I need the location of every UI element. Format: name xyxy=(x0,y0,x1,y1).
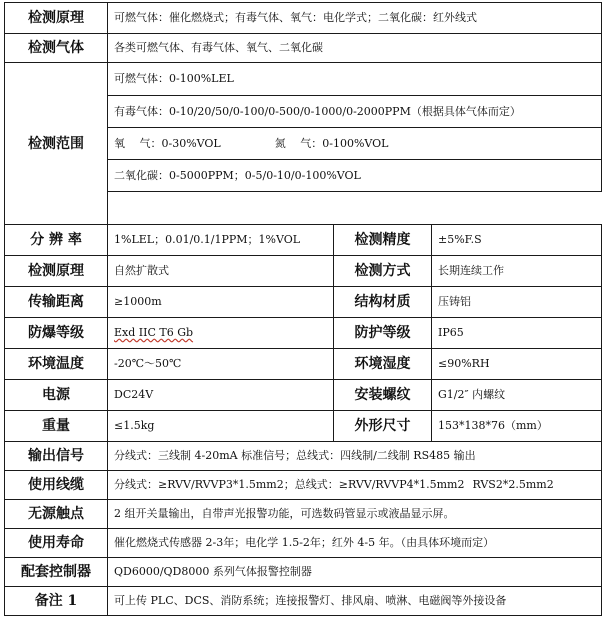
value-principle: 可燃气体：催化燃烧式；有毒气体、氧气：电化学式；二氧化碳：红外线式 xyxy=(108,3,602,34)
value-contact: 2 组开关量输出，自带声光报警功能，可选数码管显示或液晶显示屏。 xyxy=(108,500,602,529)
value-remark: 可上传 PLC、DCS、消防系统；连接报警灯、排风扇、喷淋、电磁阀等外接设备 xyxy=(108,587,602,616)
label-explosion-proof: 防爆等级 xyxy=(5,318,108,349)
label-protection: 防护等级 xyxy=(334,318,432,349)
value-thread: G1/2″ 内螺纹 xyxy=(432,380,602,411)
label-accuracy: 检测精度 xyxy=(334,225,432,256)
row-pair3 xyxy=(5,287,602,318)
value-distance: ≥1000m xyxy=(108,287,334,318)
value-explosion-proof xyxy=(108,318,334,349)
row-pair4 xyxy=(5,318,602,349)
value-range-nitrogen: 氮 气：0-100%VOL xyxy=(274,136,389,150)
row-cable xyxy=(5,471,602,500)
label-material: 结构材质 xyxy=(334,287,432,318)
label-distance: 传输距离 xyxy=(5,287,108,318)
label-principle: 检测原理 xyxy=(5,3,108,34)
value-range-toxic: 有毒气体：0-10/20/50/0-100/0-500/0-1000/0-2000PPM（根据具体气体而定） xyxy=(108,96,602,128)
value-range-combustible: 可燃气体：0-100%LEL xyxy=(108,63,602,96)
value-power: DC24V xyxy=(108,380,334,411)
value-material: 压铸铝 xyxy=(432,287,602,318)
explosion-proof-text: Exd IIC T6 Gb xyxy=(114,326,194,339)
row-output xyxy=(5,442,602,471)
row-contact xyxy=(5,500,602,529)
value-cable-1: 分线式：≥RVV/RVVP3*1.5mm2；总线式：≥RVV/RVVP4*1.5mm2 xyxy=(114,478,465,491)
value-controller: QD6000/QD8000 系列气体报警控制器 xyxy=(108,558,602,587)
label-detection-mode: 检测方式 xyxy=(334,256,432,287)
label-thread: 安装螺纹 xyxy=(334,380,432,411)
label-principle-2: 检测原理 xyxy=(5,256,108,287)
label-controller: 配套控制器 xyxy=(5,558,108,587)
label-temperature: 环境温度 xyxy=(5,349,108,380)
row-range xyxy=(5,63,602,96)
label-remark: 备注 1 xyxy=(5,587,108,616)
label-resolution: 分 辨 率 xyxy=(5,225,108,256)
label-power: 电源 xyxy=(5,380,108,411)
value-range-oxygen: 氧 气：0-30%VOL xyxy=(114,136,221,150)
row-pair1 xyxy=(5,225,602,256)
row-principle xyxy=(5,3,602,34)
value-gas: 各类可燃气体、有毒气体、氧气、二氧化碳 xyxy=(108,34,602,63)
row-pair5 xyxy=(5,349,602,380)
value-temperature: -20℃～50℃ xyxy=(108,349,334,380)
label-contact: 无源触点 xyxy=(5,500,108,529)
value-life: 催化燃烧式传感器 2-3年；电化学 1.5-2年；红外 4-5 年。（由具体环境而定） xyxy=(108,529,602,558)
spec-table xyxy=(4,2,602,616)
value-dimensions: 153*138*76（mm） xyxy=(432,411,602,442)
row-pair7 xyxy=(5,411,602,442)
label-weight: 重量 xyxy=(5,411,108,442)
value-accuracy: ±5%F.S xyxy=(432,225,602,256)
label-output: 输出信号 xyxy=(5,442,108,471)
value-cable-2: RVS2*2.5mm2 xyxy=(472,478,554,491)
value-protection: IP65 xyxy=(432,318,602,349)
label-life: 使用寿命 xyxy=(5,529,108,558)
value-range-co2: 二氧化碳：0-5000PPM；0-5/0-10/0-100%VOL xyxy=(108,160,602,192)
row-controller xyxy=(5,558,602,587)
row-pair2 xyxy=(5,256,602,287)
row-pair6 xyxy=(5,380,602,411)
value-detection-mode: 长期连续工作 xyxy=(432,256,602,287)
value-range-oxygen-nitrogen xyxy=(108,128,602,160)
value-resolution: 1%LEL；0.01/0.1/1PPM；1%VOL xyxy=(108,225,334,256)
value-output: 分线式：三线制 4-20mA 标准信号；总线式：四线制/二线制 RS485 输出 xyxy=(108,442,602,471)
row-remark xyxy=(5,587,602,616)
value-weight: ≤1.5kg xyxy=(108,411,334,442)
value-cable xyxy=(108,471,602,500)
row-gas xyxy=(5,34,602,63)
label-cable: 使用线缆 xyxy=(5,471,108,500)
label-dimensions: 外形尺寸 xyxy=(334,411,432,442)
value-diffusion: 自然扩散式 xyxy=(108,256,334,287)
value-humidity: ≤90%RH xyxy=(432,349,602,380)
row-life xyxy=(5,529,602,558)
label-humidity: 环境湿度 xyxy=(334,349,432,380)
label-gas: 检测气体 xyxy=(5,34,108,63)
label-range: 检测范围 xyxy=(5,63,108,225)
